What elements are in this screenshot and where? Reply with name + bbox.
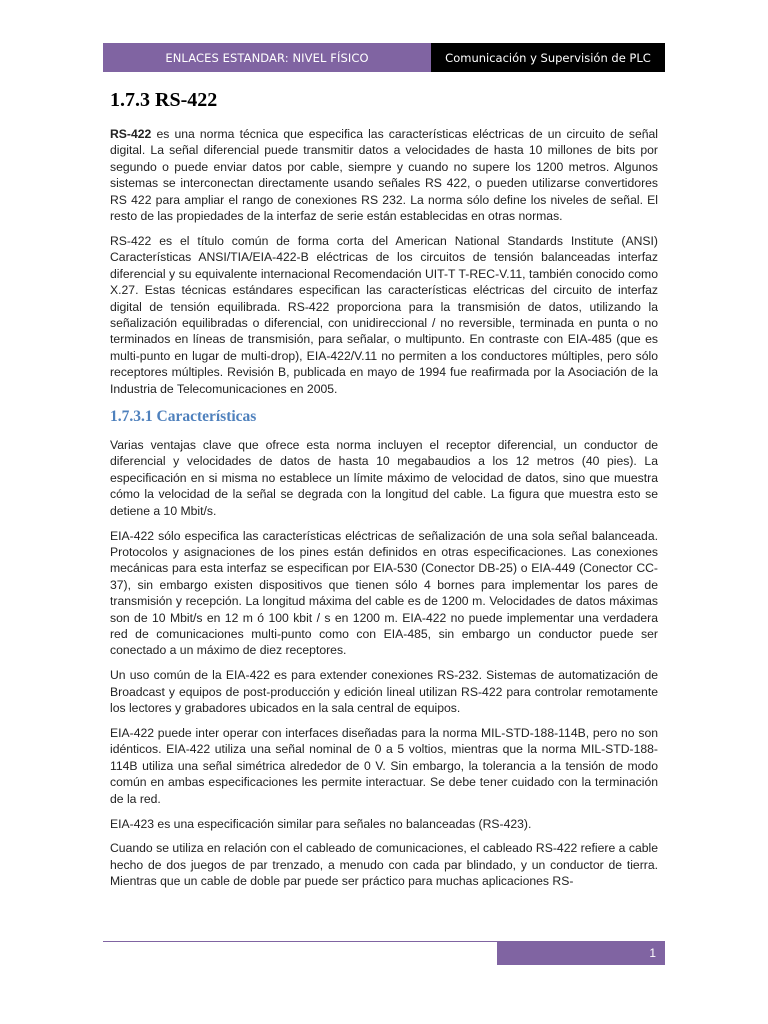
header-chapter-title: ENLACES ESTANDAR: NIVEL FÍSICO	[103, 43, 431, 72]
paragraph-eia423: EIA-423 es una especificación similar para señales no balanceadas (RS-423).	[110, 816, 532, 831]
paragraph-mil-std: EIA-422 puede inter operar con interfaces diseñadas para la norma MIL-STD-188-114B, pero no son idénticos. EIA-422 utiliza una señal nominal de 0 a 5 voltios, mientras que la norma MIL-STD-188-114B utiliza una señal simétrica alrededor de 0 V. Sin embargo, la tolerancia a la tensión de modo común en ambas especificaciones les permite interactuar. Se debe tener cuidado con la terminación de la red.	[110, 726, 658, 806]
paragraph-electrical-spec: EIA-422 sólo especifica las características eléctricas de señalización de una sola señal balanceada. Protocolos y asignaciones de los pines están definidos en otras especificaciones. Las conexiones mecánicas para esta interfaz se especifican por EIA-530 (Conector DB-25) o EIA-449 (Conector CC-37), sin embargo existen dispositivos que tienen sólo 4 bornes para implementar los pares de transmisión y recepción. La longitud máxima del cable es de 1200 m. Velocidades de datos máximas son de 10 Mbit/s en 12 m ó 100 kbit / s en 1200 m. EIA-422 no puede implementar una verdadera red de comunicaciones multi-punto como con EIA-485, sin embargo un conductor puede ser conectado a un máximo de diez receptores.	[110, 528, 658, 658]
paragraph-advantages: Varias ventajas clave que ofrece esta norma incluyen el receptor diferencial, un conductor de diferencial y velocidades de datos de hasta 10 megabaudios a los 12 metros (40 pies). La especificación en si misma no establece un límite máximo de velocidad de datos, sino que muestra cómo la velocidad de la señal se degrada con la longitud del cable. La figura que muestra esto se detiene a 10 Mbit/s.	[110, 438, 658, 518]
page-content	[110, 88, 658, 898]
paragraph-common-use: Un uso común de la EIA-422 es para extender conexiones RS-232. Sistemas de automatización de Broadcast y equipos de post-producción y edición lineal utilizan RS-422 para controlar remotamente los lectores y grabadores ubicados en la sala central de equipos.	[110, 668, 658, 716]
paragraph-cabling: Cuando se utiliza en relación con el cableado de comunicaciones, el cableado RS-422 refiere a cable hecho de dos juegos de par trenzado, a menudo con cada par blindado, y un conductor de tierra. Mientras que un cable de doble par puede ser práctico para muchas aplicaciones RS-	[110, 841, 658, 889]
subsection-heading: 1.7.3.1 Características	[110, 408, 257, 425]
term-rs422: RS-422	[110, 127, 152, 141]
paragraph-ansi: RS-422 es el título común de forma corta del American National Standards Institute (ANSI) Características ANSI/TIA/EIA-422-B eléctricas de los circuitos de tensión balanceadas interfaz diferencial y su equivalente internacional Recomendación UIT-T T-REC-V.11, también conocido como X.27. Estas técnicas estándares especifican las características eléctricas del circuito de interfaz digital de tensión equilibrada. RS-422 proporciona para la transmisión de datos, utilizando la señalización equilibradas o diferencial, con unidireccional / no reversible, terminada en punta o no terminados en líneas de transmisión, para señalar, o multipunto. En contraste con EIA-485 (que es multi-punto en lugar de multi-drop), EIA-422/V.11 no permiten a los conductores múltiples, pero sólo receptores múltiples. Revisión B, publicada en mayo de 1994 fue reafirmada por la Asociación de la Industria de Telecomunicaciones en 2005.	[110, 233, 658, 396]
paragraph-rs422-intro	[110, 126, 658, 224]
header-document-title: Comunicación y Supervisión de PLC	[431, 43, 665, 72]
page-header	[103, 43, 665, 72]
page-number: 1	[497, 941, 665, 965]
paragraph-rs422-intro-text: es una norma técnica que especifica las características eléctricas de un circuito de señal digital. La señal diferencial puede transmitir datos a velocidades de hasta 10 millones de bits por segundo o puede enviar datos por cable, siempre y cuando no supere los 1200 metros. Algunos sistemas se interconectan directamente usando señales RS 422, o pueden utilizarse convertidores RS 422 para ampliar el rango de conexiones RS 232. La norma sólo define los niveles de señal. El resto de las propiedades de la interfaz de serie están establecidas en otras normas.	[110, 127, 658, 224]
section-heading: 1.7.3 RS-422	[110, 89, 218, 111]
